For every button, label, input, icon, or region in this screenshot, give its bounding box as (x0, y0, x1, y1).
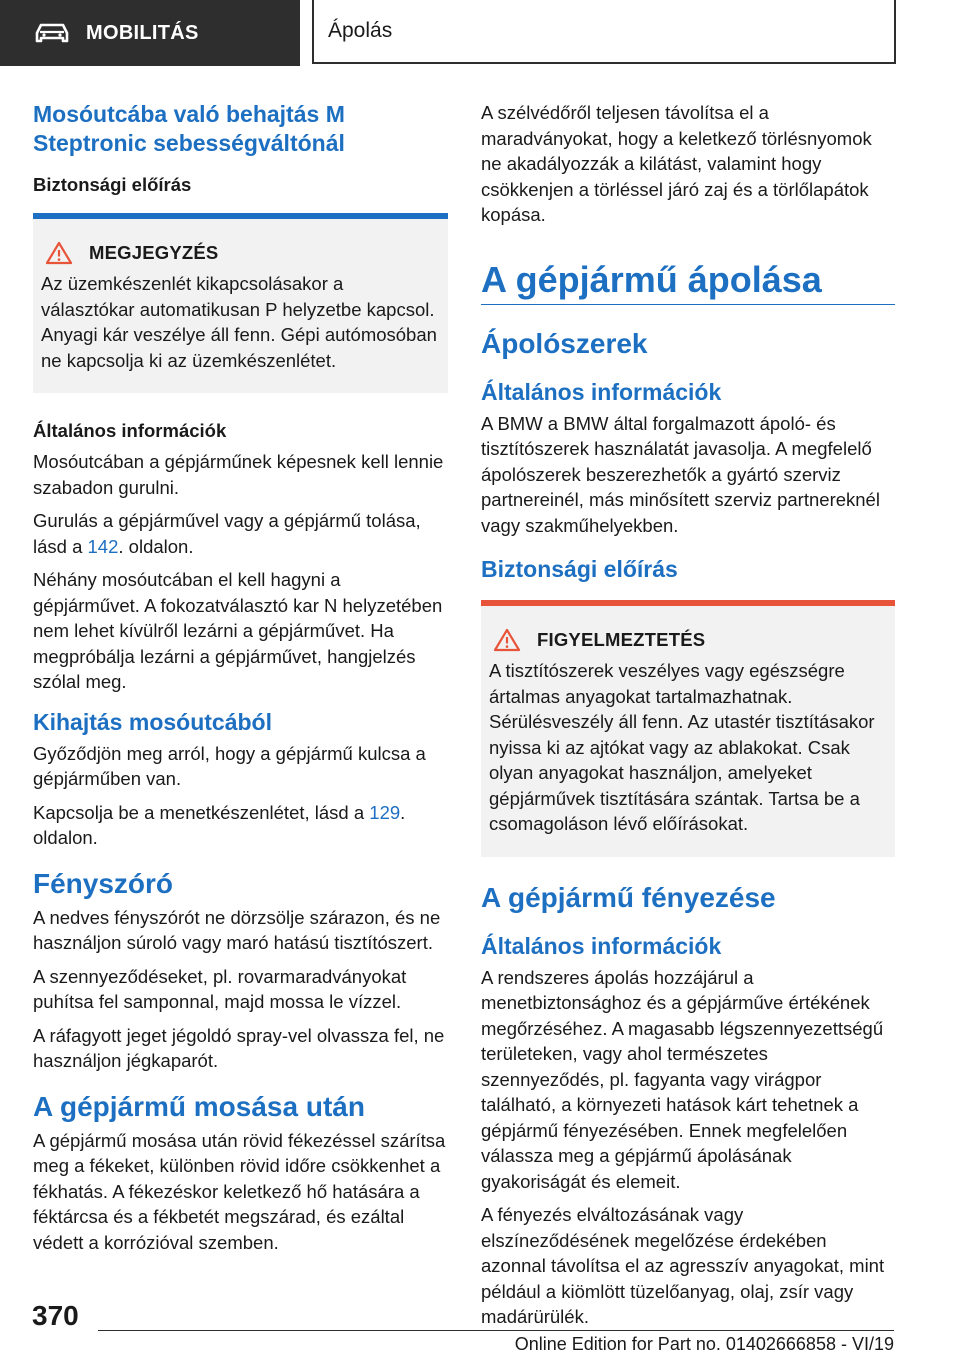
heading-exit-car-wash: Kihajtás mosóutcából (33, 708, 272, 735)
paragraph: Gurulás a gépjárművel vagy a gépjármű tolása, lásd a 142. oldalon. (33, 510, 421, 557)
paragraph: A gépjármű mosása után rövid fékezéssel szárítsa meg a fékeket, különben rövid időre csökkenhet a fékhatás. A fékezéskor keletkező hő hatására a féktárcsa és a fékbetét megszárad, és ezáltal védett a korrózióval szemben. (33, 1129, 446, 1253)
warning-header (489, 628, 887, 652)
paragraph: A szennyeződéseket, pl. rovarmaradványokat puhítsa fel samponnal, majd mossa le vízzel. (33, 965, 407, 1012)
paragraph: A nedves fényszórót ne dörzsölje szárazon, és ne használjon súroló vagy maró hatású tisztítószert. (33, 906, 441, 953)
page-link-142[interactable]: 142 (87, 535, 119, 557)
heading-care-products: Ápolószerek (481, 327, 648, 359)
heading-safety: Biztonsági előírás (481, 556, 678, 582)
car-icon (34, 21, 70, 45)
heading-general-info: Általános információk (481, 378, 722, 405)
footer-edition: Online Edition for Part no. 01402666858 - VI/19 (514, 1334, 894, 1354)
notice-header (41, 241, 440, 265)
paragraph: A ráfagyott jeget jégoldó spray-vel olvassza fel, ne használjon jégkaparót. (33, 1024, 445, 1071)
notice-box (33, 213, 448, 393)
paragraph: A BMW a BMW által forgalmazott ápoló- és tisztítószerek használatát javasolja. A megfelelő ápolószerek beszerezhetők a gyártó szerviz partnereinél, más minősített szerviz partnereknél vagy szakműhelyekben. (481, 412, 880, 536)
paragraph: Győződjön meg arról, hogy a gépjármű kulcsa a gépjárműben van. (33, 742, 426, 789)
warning-triangle-icon (493, 628, 521, 652)
paragraph: Néhány mosóutcában el kell hagyni a gépjárművet. A fokozatválasztó kar N helyzetében nem lehet kívülről lezárni a gépjárművet. Ha megpróbálja lezárni a gépjárművet, hangjelzés szólal meg. (33, 569, 443, 692)
heading-general-info: Általános információk (33, 420, 227, 441)
page-header (0, 0, 960, 66)
left-column (33, 100, 448, 1263)
heading-vehicle-care: A gépjármű ápolása (481, 258, 895, 305)
right-column (481, 100, 895, 1338)
footer-rule (98, 1330, 894, 1331)
paragraph: A fényezés elváltozásának vagy elszíneződésének megelőzése érdekében azonnal távolítsa el az agresszív anyagokat, mint például a kiömlött tüzelőanyag, olaj, zsír vagy madárürülék. (481, 1204, 885, 1327)
chapter-box (312, 0, 896, 64)
paragraph: A rendszeres ápolás hozzájárul a menetbiztonsághoz és a gépjárműve értékének megőrzéséhez. A magasabb légszennyezettségű területeken, vagy ahol természetes szennyeződés, pl. fagyanta vagy virágpor található, a környezeti hatások kárt tehetnek a gépjármű fényezésében. Ennek megfelelően válassza meg a gépjármű ápolásának gyakoriságát és elemeit. (481, 966, 884, 1192)
paragraph: Kapcsolja be a menetkészenlétet, lásd a 129. oldalon. (33, 801, 406, 848)
heading-vehicle-paint: A gépjármű fényezése (481, 881, 776, 913)
chapter-title: Ápolás (328, 19, 393, 42)
section-tab (0, 0, 300, 66)
heading-car-wash-steptronic: Mosóutcába való behajtás M Steptronic sebességváltónál (33, 101, 345, 156)
paragraph: A szélvédőről teljesen távolítsa el a maradványokat, hogy a keletkező törlésnyomok ne akadályozzák a kilátást, valamint hogy csökkenjen a törléssel járó zaj és a törlőlapátok kopása. (481, 102, 872, 225)
heading-after-wash: A gépjármű mosása után (33, 1090, 365, 1122)
page-number: 370 (32, 1300, 79, 1331)
warning-triangle-icon (45, 241, 73, 265)
heading-headlight: Fényszóró (33, 867, 174, 899)
heading-general-info: Általános információk (481, 932, 722, 959)
heading-safety: Biztonsági előírás (33, 174, 192, 195)
paragraph: Mosóutcában a gépjárműnek képesnek kell lennie szabadon gurulni. (33, 451, 444, 498)
warning-text: A tisztítószerek veszélyes vagy egészségre ártalmas anyagokat tartalmazhatnak. Sérülésveszély áll fenn. Az utastér tisztításakor nyissa ki az ajtókat vagy az ablakokat. Csak olyan anyagokat használjon, amelyeket gépjárművek tisztítására szántak. Tartsa be a csomagoláson lévő előírásokat. (489, 660, 875, 834)
page-link-129[interactable]: 129 (369, 801, 401, 823)
warning-label: FIGYELMEZTETÉS (537, 629, 706, 650)
section-title: MOBILITÁS (86, 21, 199, 44)
warning-box (481, 600, 895, 857)
notice-text: Az üzemkészenlét kikapcsolásakor a választókar automatikusan P helyzetbe kapcsol. Anyagi kár veszélye áll fenn. Gépi autómosóban ne kapcsolja ki az üzemkészenlétet. (41, 273, 437, 371)
notice-label: MEGJEGYZÉS (89, 242, 219, 263)
